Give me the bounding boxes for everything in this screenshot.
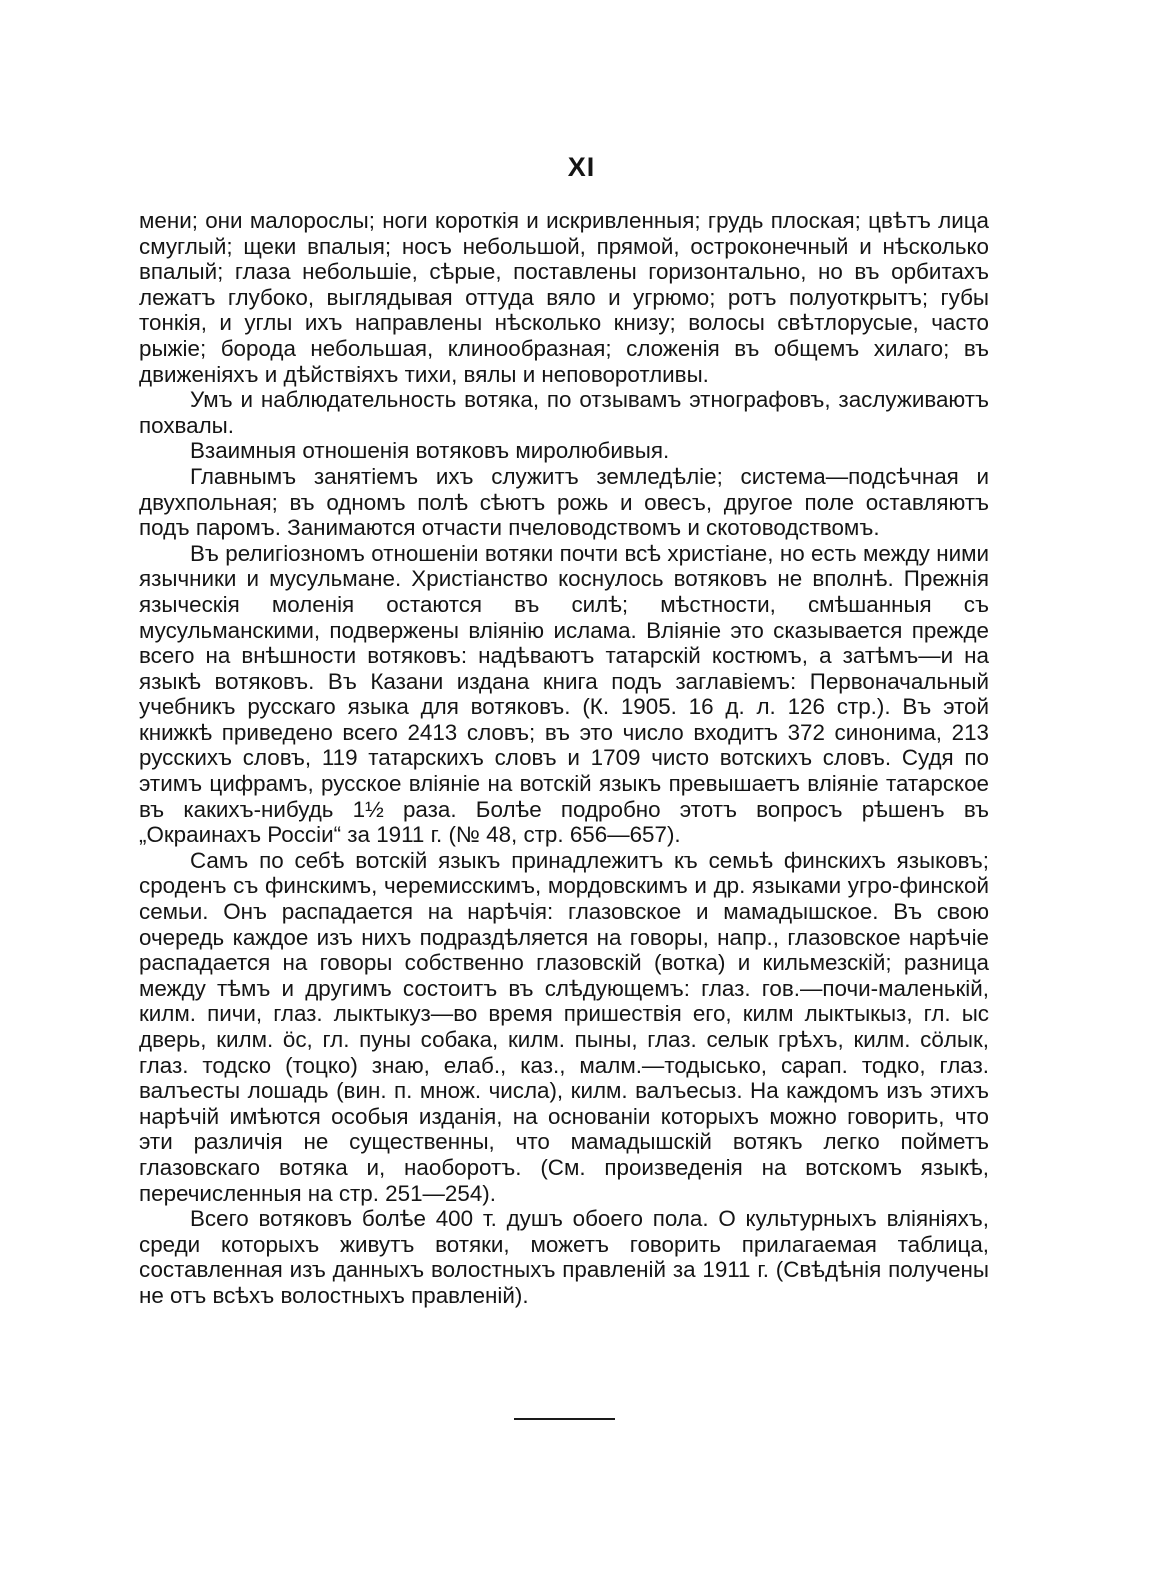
- paragraph-language: Самъ по себѣ вотскій языкъ принадлежитъ къ семьѣ финскихъ языковъ; сроденъ съ финскимъ, черемисскимъ, мордовскимъ и др. языками угро-финской семьи. Онъ распадается на нарѣчія: глазовское и мамадышское. Въ свою очередь каждое изъ нихъ подраздѣляется на говоры, напр., глазовское нарѣчіе распадается на говоры собственно глазовскій (вотка) и кильмезскій; разница между тѣмъ и другимъ состоитъ въ слѣдующемъ: глаз. гов.—почи-маленькій, килм. пичи, глаз. лыктыкуз—во время пришествія его, килм лыктыкыз, гл. ыс дверь, килм. öс, гл. пуны собака, килм. пыны, глаз. селык грѣхъ, килм. сöлык, глаз. тодско (тоцко) знаю, елаб., каз., малм.—тодысько, сарап. тодко, глаз. валъесты лошадь (вин. п. множ. числа), килм. валъесыз. На каждомъ изъ этихъ нарѣчій имѣются особыя изданія, на основаніи которыхъ можно говорить, что эти различія не существенны, что мамадышскій вотякъ легко пойметъ глазовскаго вотяка и, наоборотъ. (См. произведенія на вотскомъ языкѣ, перечисленныя на стр. 251—254).: [139, 847, 989, 1206]
- paragraph-continuation: мени; они малорослы; ноги короткія и искривленныя; грудь плоская; цвѣтъ лица смуглый; щеки впалыя; носъ небольшой, прямой, остроконечный и нѣсколько впалый; глаза небольшіе, сѣрые, поставлены горизонтально, но въ орбитахъ лежатъ глубоко, выглядывая оттуда вяло и угрюмо; ротъ полуоткрытъ; губы тонкія, и углы ихъ направлены нѣсколько книзу; волосы свѣтлорусые, часто рыжіе; борода небольшая, клинообразная; сложенія въ общемъ хилаго; въ движеніяхъ и дѣйствіяхъ тихи, вялы и неповоротливы.: [139, 208, 989, 387]
- paragraph-occupation: Главнымъ занятіемъ ихъ служитъ земледѣліе; система—подсѣчная и двухпольная; въ одномъ полѣ сѣютъ рожь и овесъ, другое поле оставляютъ подъ паромъ. Занимаются отчасти пчеловодствомъ и скотоводствомъ.: [139, 463, 989, 541]
- paragraph-intellect: Умъ и наблюдательность вотяка, по отзывамъ этнографовъ, заслуживаютъ похвалы.: [139, 387, 989, 438]
- end-rule: [514, 1418, 615, 1420]
- body-text: [139, 208, 989, 1309]
- paragraph-relations: Взаимныя отношенія вотяковъ миролюбивыя.: [190, 438, 670, 464]
- paragraph-population: Всего вотяковъ болѣе 400 т. душъ обоего пола. О культурныхъ вліяніяхъ, среди которыхъ живутъ вотяки, можетъ говорить прилагаемая таблица, составленная изъ данныхъ волостныхъ правленій за 1911 г. (Свѣдѣнія получены не отъ всѣхъ волостныхъ правленій).: [139, 1206, 989, 1308]
- paragraph-religion: Въ религіозномъ отношеніи вотяки почти всѣ христіане, но есть между ними язычники и мусульмане. Христіанство коснулось вотяковъ не вполнѣ. Прежнія языческія моленія остаются въ силѣ; мѣстности, смѣшанныя съ мусульманскими, подвержены вліянію ислама. Вліяніе это сказывается прежде всего на внѣшности вотяковъ: надѣваютъ татарскій костюмъ, а затѣмъ—и на языкѣ вотяковъ. Въ Казани издана книга подъ заглавіемъ: Первоначальный учебникъ русскаго языка для вотяковъ. (К. 1905. 16 д. л. 126 стр.). Въ этой книжкѣ приведено всего 2413 словъ; въ это число входитъ 372 синонима, 213 русскихъ словъ, 119 татарскихъ словъ и 1709 чисто вотскихъ словъ. Судя по этимъ цифрамъ, русское вліяніе на вотскій языкъ превышаетъ вліяніе татарское въ какихъ-нибудь 1½ раза. Болѣе подробно этотъ вопросъ рѣшенъ въ „Окраинахъ Россіи“ за 1911 г. (№ 48, стр. 656—657).: [139, 540, 989, 848]
- page-number: XI: [567, 152, 596, 182]
